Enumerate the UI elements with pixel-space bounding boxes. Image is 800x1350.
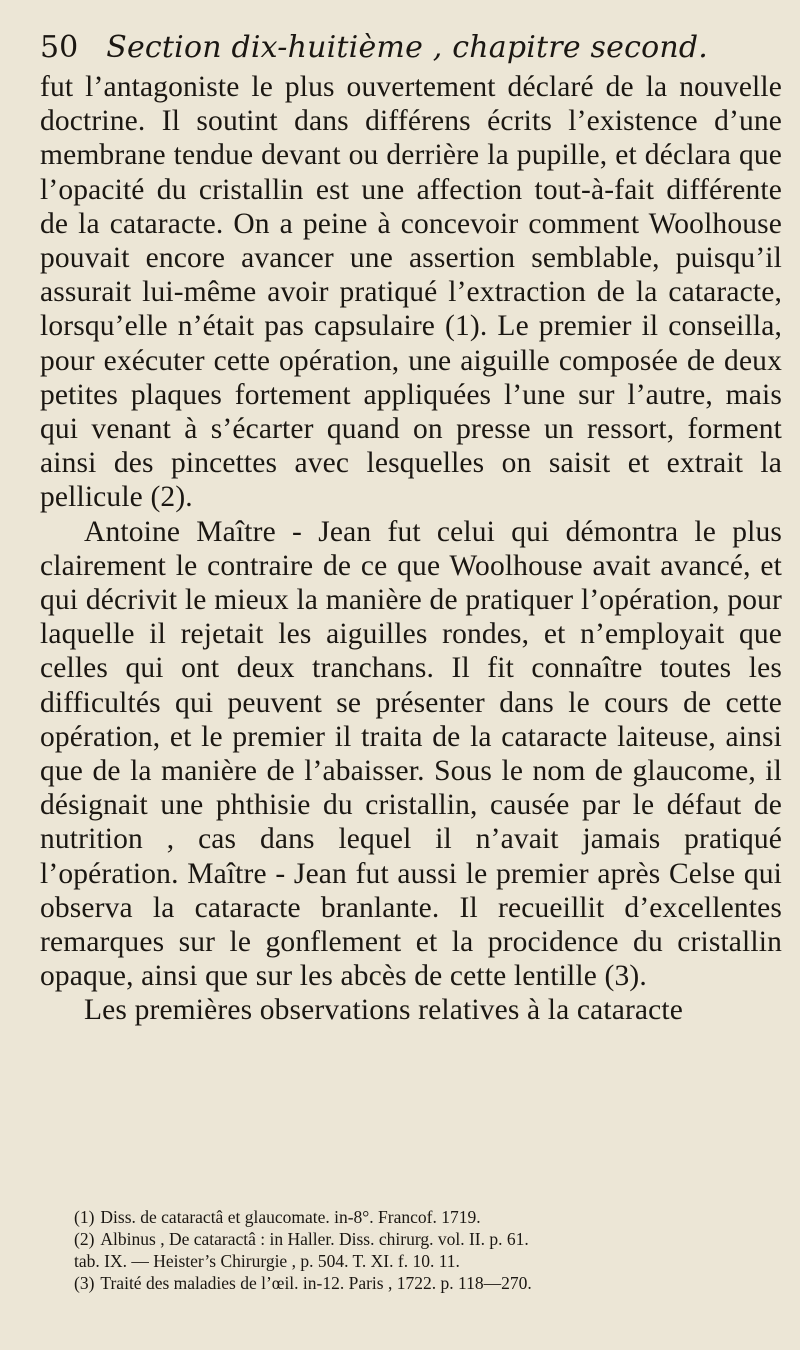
- footnote-2-continued: [74, 1250, 776, 1272]
- footnote-mark: (2): [74, 1229, 95, 1249]
- footnote-1: [74, 1206, 776, 1228]
- paragraph-premieres-observations: Les premières observations relatives à la cataracte: [84, 994, 683, 1027]
- running-title: Section dix-huitième , chapitre second.: [106, 30, 709, 65]
- body-text: [40, 70, 782, 1028]
- footnote-mark: (1): [74, 1207, 95, 1227]
- footnote-2: [74, 1228, 776, 1250]
- paragraph-maitre-jean: Antoine Maître - Jean fut celui qui démontra le plus clairement le contraire de ce que Woolhouse avait avancé, et qui décrivit le mieux la manière de pratiquer l’opération, pour laquelle il rejetait les aiguilles rondes, et n’employait que celles qui ont deux tranchans. Il fit connaître toutes les difficultés qui peuvent se présenter dans le cours de cette opération, et le premier il traita de la cataracte laiteuse, ainsi que de la manière de l’abaisser. Sous le nom de glaucome, il désignait une phthisie du cristallin, causée par le défaut de nutrition , cas dans lequel il n’avait jamais pratiqué l’opération. Maître - Jean fut aussi le premier après Celse qui observa la cataracte branlante. Il recueillit d’excellentes remarques sur le gonflement et la procidence du cristallin opaque, ainsi que sur les abcès de cette lentille (3).: [40, 515, 782, 993]
- footnote-text: tab. IX. — Heister’s Chirurgie , p. 504. T. XI. f. 10. 11.: [74, 1251, 460, 1271]
- page-number: 50: [40, 30, 79, 65]
- footnote-3: [74, 1272, 776, 1294]
- footnotes: [74, 1206, 776, 1294]
- footnote-text: Diss. de cataractâ et glaucomate. in-8°. Francof. 1719.: [100, 1207, 481, 1227]
- footnote-mark: (3): [74, 1273, 95, 1293]
- paragraph-continued: fut l’antagoniste le plus ouvertement déclaré de la nouvelle doctrine. Il soutint dans différens écrits l’existence d’une membrane tendue devant ou derrière la pupille, et déclara que l’opacité du cristallin est une affection tout-à-fait différente de la cataracte. On a peine à concevoir comment Woolhouse pouvait encore avancer une assertion semblable, puisqu’il assurait lui-même avoir pratiqué l’extraction de la cataracte, lorsqu’elle n’était pas capsulaire (1). Le premier il conseilla, pour exécuter cette opération, une aiguille composée de deux petites plaques fortement appliquées l’une sur l’autre, mais qui venant à s’écarter quand on presse un ressort, forment ainsi des pincettes avec lesquelles on saisit et extrait la pellicule (2).: [40, 71, 782, 514]
- footnote-text: Traité des maladies de l’œil. in-12. Paris , 1722. p. 118—270.: [100, 1273, 532, 1293]
- running-head: [40, 26, 782, 70]
- footnote-text: Albinus , De cataractâ : in Haller. Diss. chirurg. vol. II. p. 61.: [100, 1229, 529, 1249]
